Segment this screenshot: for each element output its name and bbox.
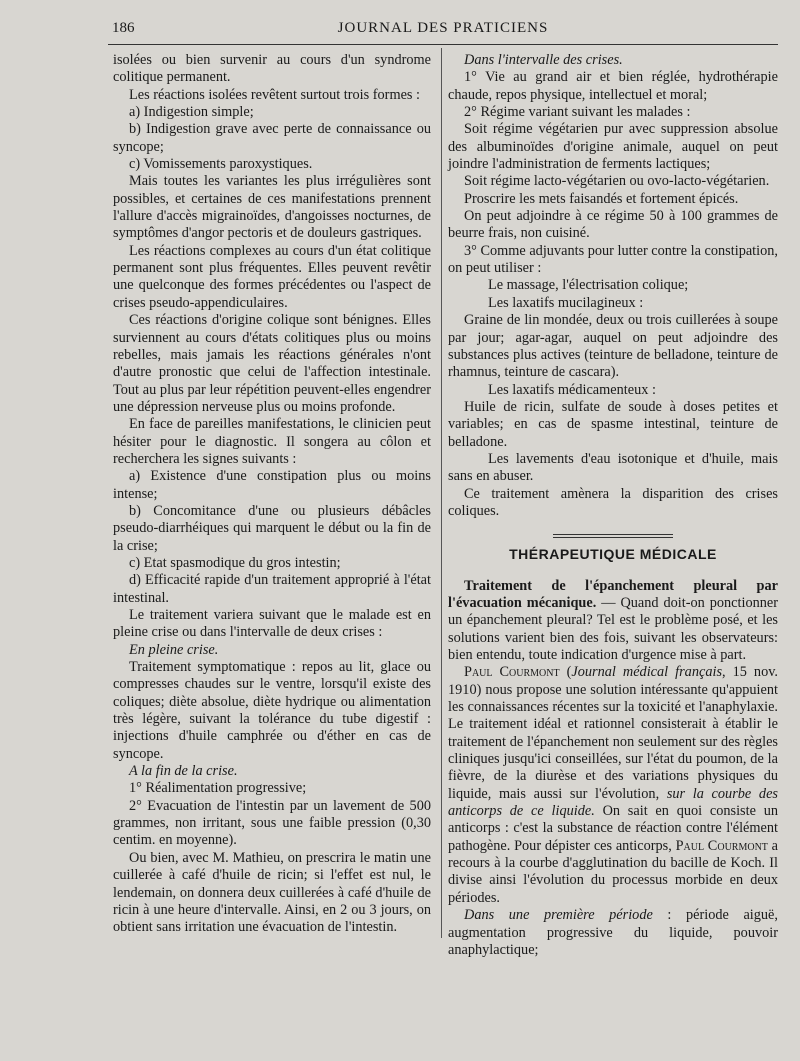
subheading: A la fin de la crise.	[129, 763, 238, 780]
list-item: 1° Vie au grand air et bien réglée, hydrothérapie chaude, repos physique, intellectuel et moral;	[448, 69, 778, 103]
paragraph: Ou bien, avec M. Mathieu, on prescrira le matin une cuillerée à café d'huile de ricin; si l'effet est nul, le lendemain, on donnera deux cuillerées à café d'huile de ricin à une heure d'intervalle. Ainsi, en 2 ou 3 jours, on obtient sans irritation une évacuation de l'intestin.	[113, 849, 431, 936]
list-item: 1° Réalimentation progressive;	[129, 780, 307, 797]
list-item: Le massage, l'électrisation colique;	[488, 277, 689, 294]
paragraph: Le traitement variera suivant que le malade est en pleine crise ou dans l'intervalle de deux crises :	[113, 607, 431, 641]
paragraph: Les lavements d'eau isotonique et d'huile, mais sans en abuser.	[448, 450, 778, 485]
journal-name: Journal médical français	[571, 664, 723, 681]
paragraph: Soit régime végétarien pur avec suppression absolue des albuminoïdes d'origine animale, auquel on peut joindre l'administration de ferments lactiques;	[448, 121, 778, 173]
list-item: c) Vomissements paroxystiques.	[129, 156, 313, 173]
paragraph: isolées ou bien survenir au cours d'un syndrome colitique permanent.	[113, 52, 431, 86]
italic-text: Dans une première période	[464, 907, 653, 924]
list-item: b) Concomitance d'une ou plusieurs débâcles pseudo-diarrhéiques qui marquent le début ou la fin de la crise;	[113, 502, 431, 554]
list-item: 2° Evacuation de l'intestin par un lavement de 500 grammes, non irritant, sous une faible pression (0,30 centim. en moyenne).	[113, 797, 431, 849]
paragraph: Mais toutes les variantes les plus irrégulières sont possibles, et certaines de ces manifestations prennent l'allure d'accès migrainoïdes, d'angoisses nocturnes, de symptômes d'angor pectoris et de douleurs gastriques.	[113, 173, 431, 242]
subheading: En pleine crise.	[129, 641, 219, 658]
page-header	[108, 20, 778, 42]
paragraph: Ce traitement amènera la disparition des crises coliques.	[448, 485, 778, 519]
paragraph: En face de pareilles manifestations, le clinicien peut hésiter pour le diagnostic. Il songera au côlon et recherchera les signes suivants :	[113, 416, 431, 467]
article-lead-paragraph	[448, 578, 778, 665]
list-item: Les laxatifs mucilagineux :	[488, 294, 644, 311]
author-name: Paul Courmont	[464, 664, 560, 681]
paragraph: Proscrire les mets faisandés et fortement épicés.	[464, 190, 739, 207]
right-column	[448, 52, 778, 959]
subheading: Dans l'intervalle des crises.	[464, 52, 623, 68]
paragraph: Paul Courmont (Journal médical français, 15 nov. 1910) nous propose une solution intéressante qu'appuient les connaissances récentes sur la toxicité et l'anaphylaxie. Le traitement idéal et rationnel consisterait à établir le traitement de l'épanchement non seulement sur des règles cliniques jusqu'ici conseillées, sur l'état du poumon, de la fièvre, de la diurèse et des variations physiques du liquide, mais aussi sur l'évolution, sur la courbe des anticorps de ce liquide. On sait en quoi consiste un anticorps : c'est la substance de réaction contre l'élément pathogène. Pour dépister ces anticorps, Paul Courmont a recours à la courbe d'agglutination du bacille de Koch. Il divise ainsi l'évolution du processus morbide en deux périodes.	[448, 664, 779, 906]
running-title: JOURNAL DES PRATICIENS	[337, 20, 549, 36]
left-column	[113, 52, 431, 937]
list-item: d) Efficacité rapide d'un traitement approprié à l'état intestinal.	[113, 572, 431, 606]
paragraph-text: On sait en quoi consiste un anticorps : c'est la substance de réaction contre l'élément pathogène. Pour dépister ces anticorps,	[448, 803, 779, 854]
italic-text: sur la courbe des anticorps de ce liquide.	[448, 785, 778, 820]
paragraph-text: a recours à la courbe d'agglutination du bacille de Koch. Il divise ainsi l'évolution du processus morbide en deux périodes.	[448, 837, 778, 906]
article-title: Traitement de l'épanchement pleural par l'évacuation mécanique.	[448, 577, 778, 611]
paragraph: On peut adjoindre à ce régime 50 à 100 grammes de beurre frais, non cuisiné.	[448, 208, 778, 242]
paragraph: Les réactions complexes au cours d'un état colitique permanent sont plus fréquentes. Elles peuvent revêtir une quelconque des formes précédentes ou l'aspect de crises pseudo-appendiculaires.	[113, 242, 431, 311]
list-item: b) Indigestion grave avec perte de connaissance ou syncope;	[113, 121, 431, 155]
column-divider	[441, 48, 442, 938]
article-lead-text: — Quand doit-on ponctionner un épanchement pleural? Tel est le problème posé, et les solutions varient bien des fois, suivant les observateurs: bien entendu, toute indication d'urgence mise à part.	[448, 594, 779, 663]
paragraph: Huile de ricin, sulfate de soude à doses petites et variables; en cas de spasme intestinal, teinture de belladone.	[448, 398, 778, 450]
paragraph-text: 15 nov. 1910) nous propose une solution intéressante qu'appuient les connaissances récentes sur la toxicité et l'anaphylaxie. Le traitement idéal et rationnel consisterait à établir le traitement de l'épanchement non seulement sur des règles cliniques jusqu'ici conseillées, sur l'état du poumon, de la fièvre, de la diurèse et des variations physiques du liquide, mais aussi sur l'évolution,	[448, 664, 779, 802]
header-rule	[108, 44, 778, 45]
paragraph: Graine de lin mondée, deux ou trois cuillerées à soupe par jour; agar-agar, auquel on peut adjoindre des substances plus actives (teinture de belladone, teinture de rhamnus, teinture de cascara).	[448, 312, 778, 381]
list-item: 2° Régime variant suivant les malades :	[464, 104, 691, 121]
section-divider	[553, 534, 673, 538]
paragraph: Les réactions isolées revêtent surtout trois formes :	[129, 86, 421, 103]
list-item: a) Indigestion simple;	[129, 104, 254, 121]
section-heading: THÉRAPEUTIQUE MÉDICALE	[509, 546, 717, 563]
paragraph-text: : période aiguë, augmentation progressive du liquide, pouvoir anaphylactique;	[448, 907, 778, 958]
paragraph: Ces réactions d'origine colique sont bénignes. Elles surviennent au cours d'états colitiques plus ou moins rebelles, mais jamais les réactions générales n'ont d'autre pronostic que celui de l'affection intestinale. Tout au plus par leur répétition peuvent-elles engendrer une dépression nerveuse plus ou moins profonde.	[113, 312, 431, 415]
list-item: c) Etat spasmodique du gros intestin;	[129, 554, 341, 571]
paragraph: Traitement symptomatique : repos au lit, glace ou compresses chaudes sur le ventre, lorsqu'il existe des coliques; diète absolue, diète hydrique ou alimentation très légère, suivant la tolérance du tube digestif : injections d'huile camphrée ou d'éther en cas de syncope.	[113, 659, 431, 762]
page-number: 186	[112, 20, 135, 36]
paragraph: Soit régime lacto-végétarien ou ovo-lacto-végétarien.	[464, 173, 770, 190]
list-item: a) Existence d'une constipation plus ou moins intense;	[113, 468, 431, 502]
list-item: 3° Comme adjuvants pour lutter contre la constipation, on peut utiliser :	[448, 242, 778, 277]
paragraph	[448, 907, 778, 959]
list-item: Les laxatifs médicamenteux :	[488, 381, 656, 398]
author-name: Paul Courmont	[675, 837, 768, 854]
